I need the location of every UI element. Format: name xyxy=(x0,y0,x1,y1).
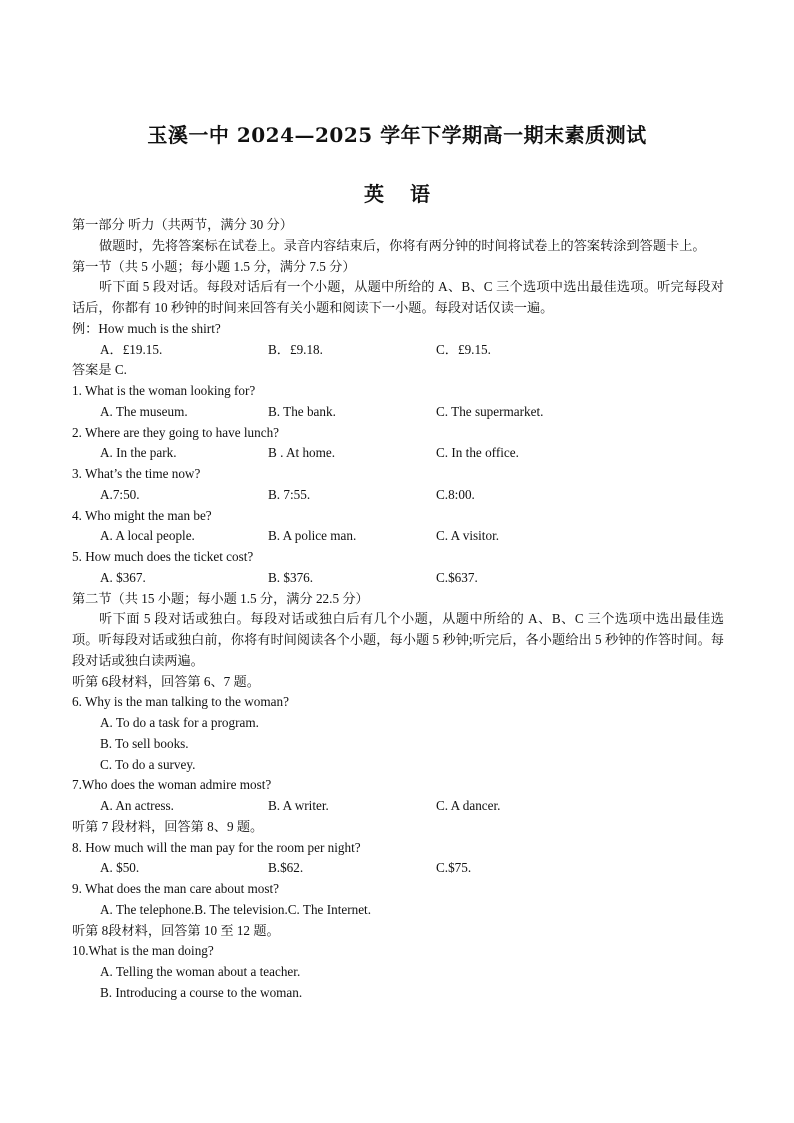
option-b: B．£9.18. xyxy=(268,341,323,357)
question-6-option-c: C. To do a survey. xyxy=(100,756,196,772)
question-9-options: A. The telephone.B. The television.C. The Internet. xyxy=(100,901,372,917)
question-10-option-b: B. Introducing a course to the woman. xyxy=(100,984,303,1000)
question-1-options xyxy=(72,402,724,423)
question-5: 5. How much does the ticket cost? xyxy=(72,549,254,564)
question-6-option-a: A. To do a task for a program. xyxy=(100,715,259,730)
option-b: B. The bank. xyxy=(268,403,336,419)
question-5-options xyxy=(72,568,724,589)
option-c: C.$637. xyxy=(436,569,478,585)
option-c: C.8:00. xyxy=(436,486,475,502)
question-7: 7.Who does the woman admire most? xyxy=(72,777,272,793)
option-b: B. A writer. xyxy=(268,798,329,813)
question-9: 9. What does the man care about most? xyxy=(72,881,280,896)
subject-title: 英语 xyxy=(364,182,456,206)
option-c: C. A dancer. xyxy=(436,798,501,813)
question-7-options xyxy=(72,796,724,817)
option-b: B. A police man. xyxy=(268,528,357,544)
question-8-options xyxy=(72,858,724,879)
question-4: 4. Who might the man be? xyxy=(72,507,212,523)
option-a: A. $50. xyxy=(100,860,140,876)
question-4-options xyxy=(72,526,724,547)
option-b: B. 7:55. xyxy=(268,486,311,502)
option-a: A. An actress. xyxy=(100,798,174,813)
option-a: A. $367. xyxy=(100,569,146,585)
exam-title: 玉溪一中 2024—2025 学年下学期高一期末素质测试 xyxy=(147,123,647,147)
material-6-heading: 听第 6段材料，回答第 6、7 题。 xyxy=(72,673,260,689)
option-a: A. A local people. xyxy=(100,528,195,544)
part1-heading: 第一部分 听力（共两节，满分 30 分） xyxy=(72,217,293,232)
material-8-heading: 听第 8段材料，回答第 10 至 12 题。 xyxy=(72,922,280,938)
option-a: A. In the park. xyxy=(100,445,177,461)
section1-heading: 第一节（共 5 小题；每小题 1.5 分，满分 7.5 分） xyxy=(72,258,356,274)
example-answer: 答案是 C. xyxy=(72,362,127,378)
question-10: 10.What is the man doing? xyxy=(72,943,214,959)
question-6-option-b: B. To sell books. xyxy=(100,735,189,751)
option-a: A.7:50. xyxy=(100,486,140,502)
example-options xyxy=(72,340,724,361)
exam-content xyxy=(72,215,724,1004)
section2-heading: 第二节（共 15 小题；每小题 1.5 分，满分 22.5 分） xyxy=(72,590,369,606)
option-b: B.$62. xyxy=(268,860,304,876)
question-6: 6. Why is the man talking to the woman? xyxy=(72,694,289,710)
part1-intro: 做题时，先将答案标在试卷上。录音内容结束后，你将有两分钟的时间将试卷上的答案转涂到答题卡上。 xyxy=(99,237,706,253)
section2-intro: 听下面 5 段对话或独白。每段对话或独白后有几个小题，从题中所给的 A、B、C 三个选项中选出最佳选项。听每段对话或独白前，你将有时间阅读各个小题，每小题 5 秒钟;听完后，各小题给出 5 秒钟的作答时间。每段对话或独白读两遍。 xyxy=(72,611,724,668)
material-7-heading: 听第 7 段材料，回答第 8、9 题。 xyxy=(72,818,264,834)
question-2: 2. Where are they going to have lunch? xyxy=(72,424,280,440)
section1-intro: 听下面 5 段对话。每段对话后有一个小题，从题中所给的 A、B、C 三个选项中选出最佳选项。听完每段对话后，你都有 10 秒钟的时间来回答有关小题和阅读下一小题。每段对话仅读一遍。 xyxy=(72,279,724,315)
option-c: C. A visitor. xyxy=(436,528,500,544)
question-3: 3. What’s the time now? xyxy=(72,466,201,481)
option-b: B. $376. xyxy=(268,569,314,585)
question-8: 8. How much will the man pay for the room per night? xyxy=(72,839,361,855)
option-c: C. The supermarket. xyxy=(436,403,544,419)
option-c: C.$75. xyxy=(436,860,472,876)
option-c: C. In the office. xyxy=(436,445,519,461)
option-b: B . At home. xyxy=(268,445,336,461)
option-a: A. The museum. xyxy=(100,403,188,419)
option-c: C．£9.15. xyxy=(436,341,491,357)
question-2-options xyxy=(72,443,724,464)
question-3-options xyxy=(72,485,724,506)
example-question: 例：How much is the shirt? xyxy=(72,320,221,336)
question-10-option-a: A. Telling the woman about a teacher. xyxy=(100,964,301,979)
question-1: 1. What is the woman looking for? xyxy=(72,383,256,398)
option-a: A．£19.15. xyxy=(100,341,163,357)
